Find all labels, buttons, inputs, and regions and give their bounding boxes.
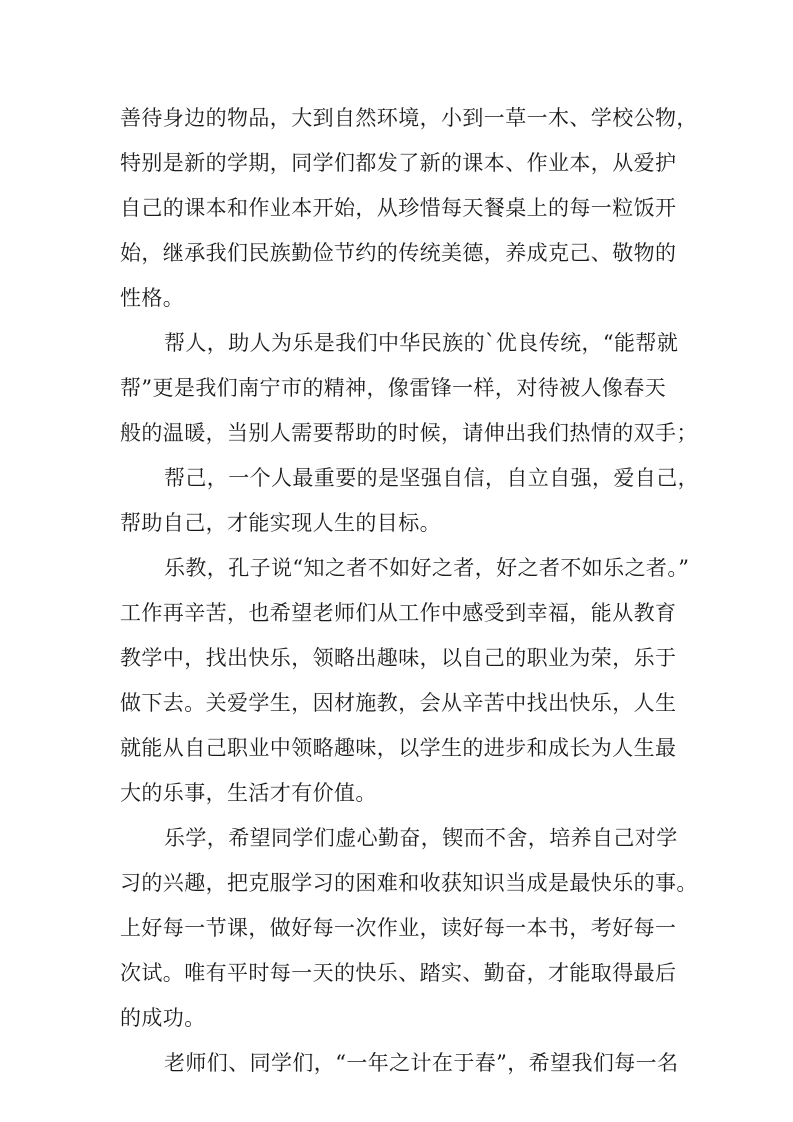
text-line: 上好每一节课，做好每一次作业，读好每一本书，考好每一	[120, 916, 677, 940]
text-line: 大的乐事，生活才有价值。	[120, 781, 377, 805]
text-line: 帮助自己，才能实现人生的目标。	[120, 511, 441, 535]
paragraph-first-line: 乐学，希望同学们虚心勤奋，锲而不舍，培养自己对学	[164, 826, 678, 850]
text-line: 教学中，找出快乐，领略出趣味，以自己的职业为荣，乐于	[120, 646, 677, 670]
text-line: 性格。	[120, 286, 185, 310]
text-line: 工作再辛苦，也希望老师们从工作中感受到幸福，能从教育	[120, 601, 677, 625]
text-line: 做下去。关爱学生，因材施教，会从辛苦中找出快乐，人生	[120, 691, 677, 715]
text-line: 特别是新的学期，同学们都发了新的课本、作业本，从爱护	[120, 151, 677, 175]
text-line: 就能从自己职业中领略趣味，以学生的进步和成长为人生最	[120, 736, 677, 760]
text-line: 习的兴趣，把克服学习的困难和收获知识当成是最快乐的事。	[120, 871, 698, 895]
paragraph-first-line: 乐教，孔子说“知之者不如好之者，好之者不如乐之者。”	[164, 556, 690, 580]
text-line: 的成功。	[120, 1006, 206, 1030]
text-line: 始，继承我们民族勤俭节约的传统美德，养成克己、敬物的	[120, 241, 677, 265]
paragraph-first-line: 帮己，一个人最重要的是坚强自信，自立自强，爱自己，	[164, 466, 699, 490]
paragraph-first-line: 帮人，助人为乐是我们中华民族的`优良传统，“能帮就	[164, 331, 679, 355]
text-line: 自己的课本和作业本开始，从珍惜每天餐桌上的每一粒饭开	[120, 196, 677, 220]
text-line: 帮”更是我们南宁市的精神，像雷锋一样，对待被人像春天	[120, 376, 667, 400]
text-line: 次试。唯有平时每一天的快乐、踏实、勤奋，才能取得最后	[120, 961, 677, 985]
text-line: 般的温暖，当别人需要帮助的时候，请伸出我们热情的双手；	[120, 421, 698, 445]
paragraph-first-line: 老师们、同学们，“一年之计在于春”，希望我们每一名	[164, 1051, 679, 1075]
document-body	[120, 96, 699, 1086]
text-line: 善待身边的物品，大到自然环境，小到一草一木、学校公物，	[120, 106, 698, 130]
